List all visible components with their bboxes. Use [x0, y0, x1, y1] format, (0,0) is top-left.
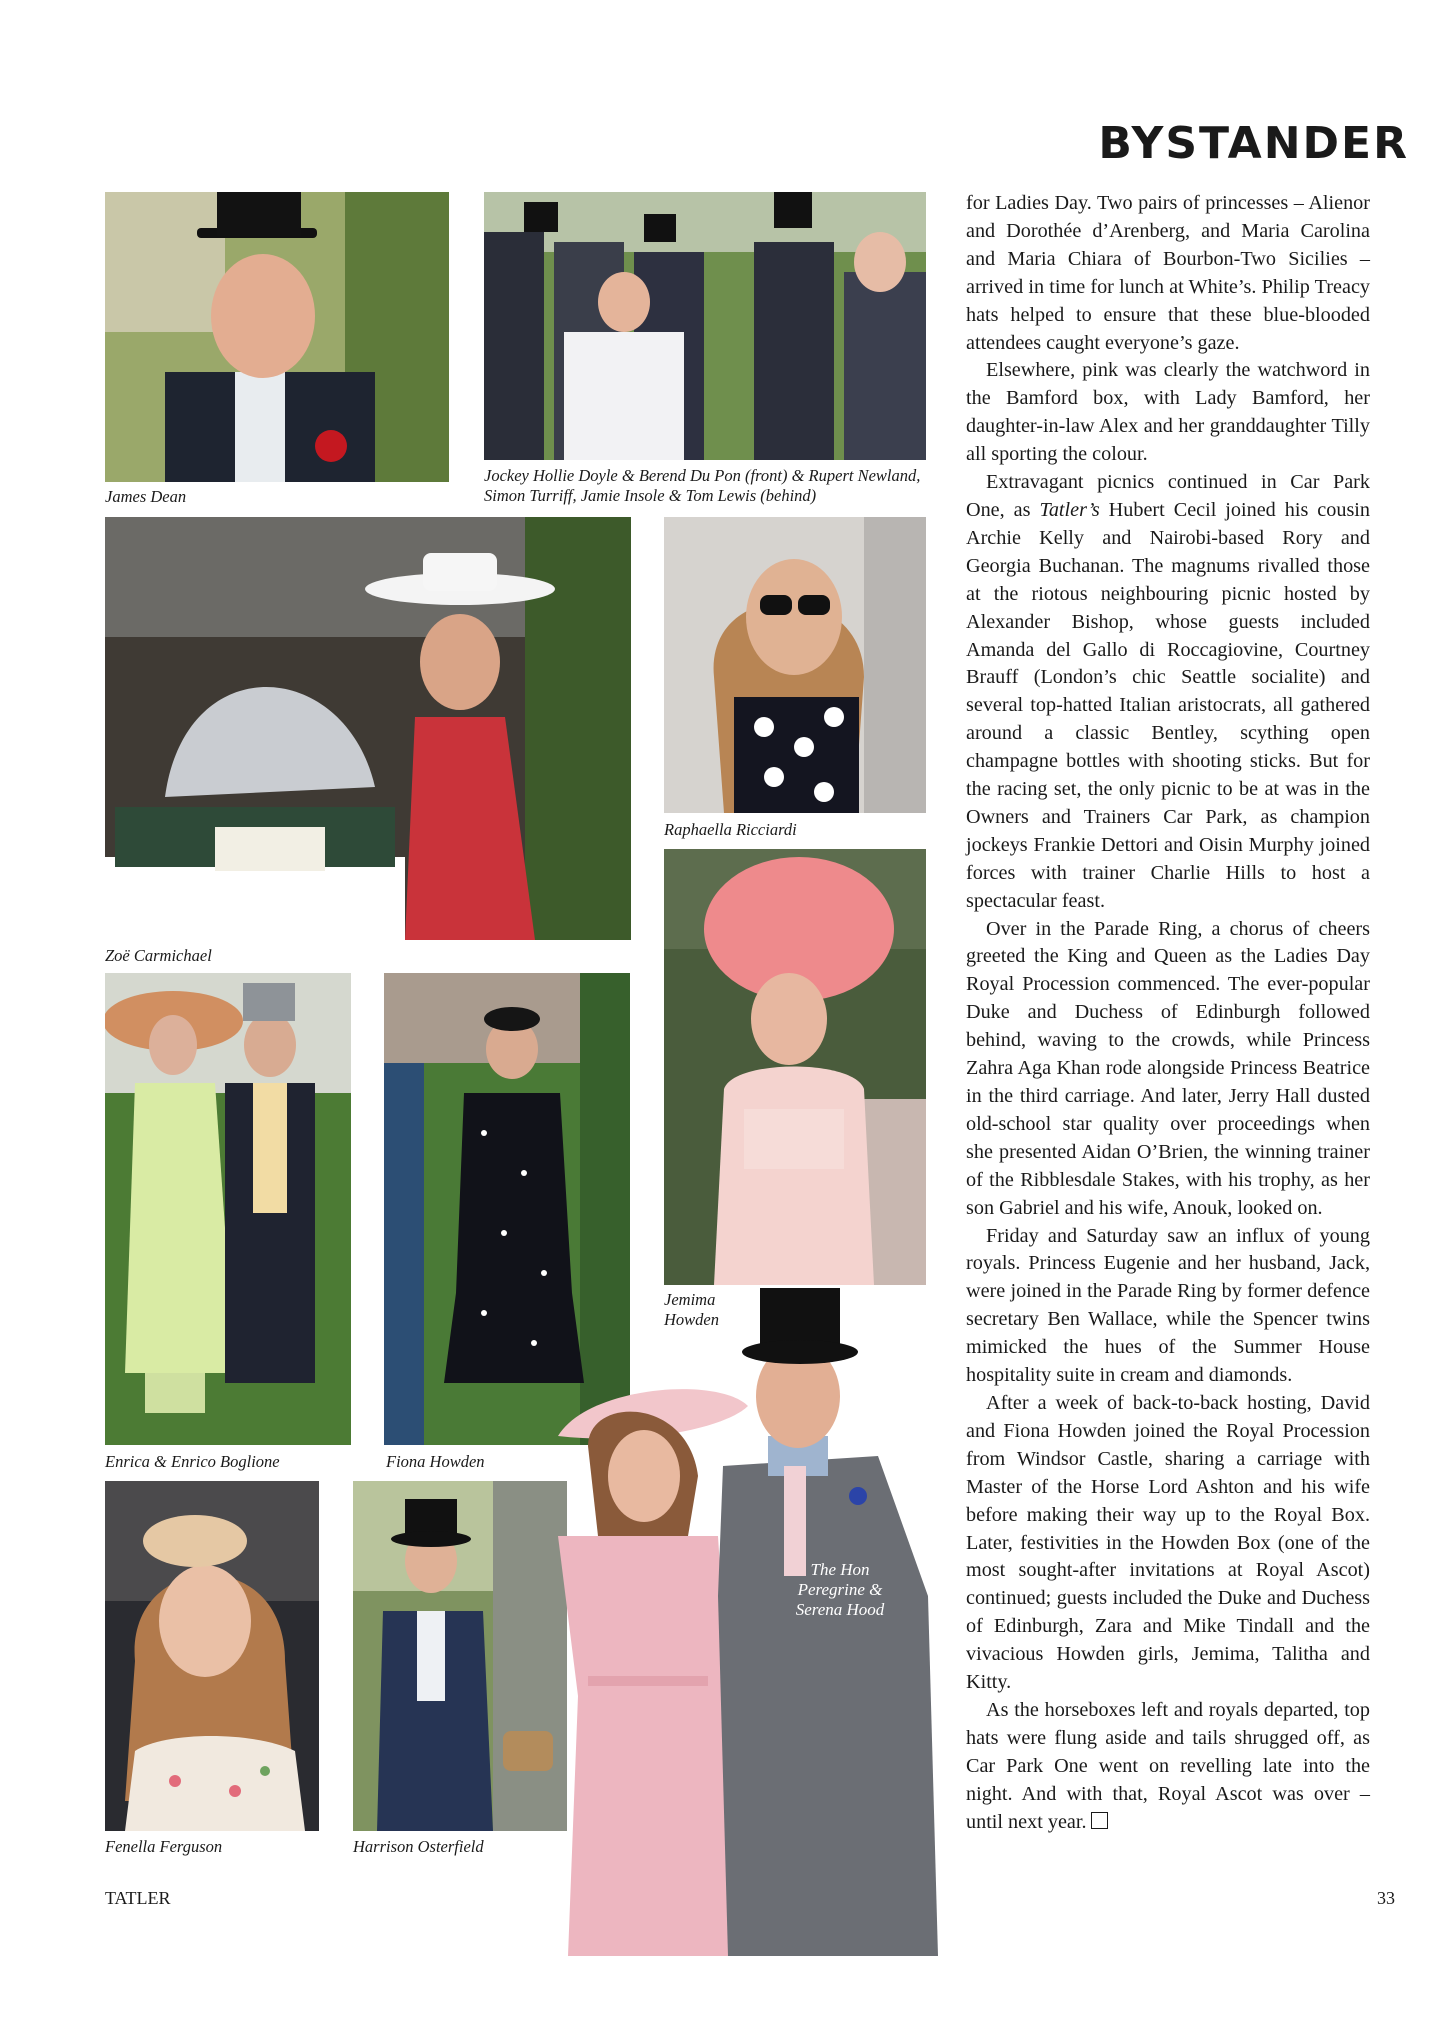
photo-raphaella-ricciardi: [664, 517, 926, 813]
caption-zoe: Zoë Carmichael: [105, 946, 212, 965]
paragraph-text: As the horseboxes left and royals departed, top hats were flung aside and tails shrugged off, as Car Park One went on revelling late into the night. And with that, Royal Ascot was over – until next year.: [966, 1698, 1370, 1833]
caption-james-dean: James Dean: [105, 487, 187, 506]
caption-hood: The Hon Peregrine & Serena Hood: [795, 1560, 885, 1619]
caption-raphaella: Raphaella Ricciardi: [664, 820, 797, 839]
photo-james-dean: [105, 192, 449, 482]
caption-harrison: Harrison Osterfield: [353, 1837, 484, 1856]
photo-boglione: [105, 973, 351, 1445]
footer-magazine: TATLER: [105, 1888, 171, 1908]
caption-jockeys: Jockey Hollie Doyle & Berend Du Pon (front) & Rupert Newland, Simon Turriff, Jamie Insole & Tom Lewis (behind): [484, 466, 921, 505]
paragraph-text: Extravagant picnics continued in Car Park One, as: [966, 471, 1370, 521]
photo-harrison-osterfield: [353, 1481, 567, 1831]
caption-jemima: Jemima Howden: [664, 1290, 719, 1329]
caption-fiona: Fiona Howden: [386, 1452, 485, 1471]
paragraph-last: [966, 1697, 1370, 1837]
photo-jemima-howden: [664, 849, 926, 1285]
magazine-name-italic: Tatler’s: [1039, 498, 1100, 521]
article-body: [966, 190, 1370, 1836]
photo-zoe-carmichael: [105, 517, 631, 940]
paragraph: [966, 469, 1370, 916]
paragraph: for Ladies Day. Two pairs of princesses – Alienor and Dorothée d’Arenberg, and Maria Carolina and Maria Chiara of Bourbon-Two Sicilies – arrived in time for lunch at White’s. Philip Treacy hats helped to ensure that these blue-blooded attendees caught everyone’s gaze.: [966, 192, 1370, 354]
caption-boglione: Enrica & Enrico Boglione: [105, 1452, 280, 1471]
paragraph-text: Hubert Cecil joined his cousin Archie Kelly and Nairobi-based Rory and Georgia Buchanan. The magnums rivalled those at the riotous neighbouring picnic hosted by Alexander Bishop, whose guests included Amanda del Gallo di Roccagiovine, Courtney Brauff (London’s chic Seattle socialite) and several top-hatted Italian aristocrats, all gathered around a classic Bentley, scything open champagne bottles with shooting sticks. But for the racing set, the only picnic to be at was in the Owners and Trainers Car Park, as champion jockeys Frankie Dettori and Oisin Murphy joined forces with trainer Charlie Hills to host a spectacular feast.: [966, 498, 1370, 912]
footer-page-number: 33: [1377, 1888, 1395, 1908]
paragraph: Over in the Parade Ring, a chorus of cheers greeted the King and Queen as the Ladies Day Royal Procession commenced. The ever-popular Duke and Duchess of Edinburgh followed behind, waving to the crowds, while Princess Zahra Aga Khan rode alongside Princess Beatrice in the third carriage. And later, Jerry Hall dusted old-school star quality over proceedings when she presented Aidan O’Brien, the winning trainer of the Ribblesdale Stakes, with his trophy, as her son Gabriel and his wife, Anouk, looked on.: [966, 917, 1370, 1219]
photo-jockeys: [484, 192, 926, 460]
paragraph: After a week of back-to-back hosting, David and Fiona Howden joined the Royal Procession from Windsor Castle, sharing a carriage with Master of the Horse Lord Ashton and his wife before making their way up to the Royal Box. Later, festivities in the Howden Box (one of the most sought-after invitations at Royal Ascot) continued; guests included the Duke and Duchess of Edinburgh, Zara and Mike Tindall and the vivacious Howden girls, Jemima, Talitha and Kitty.: [966, 1391, 1370, 1694]
end-mark-icon: [1091, 1812, 1108, 1829]
section-heading: BYSTANDER: [1098, 118, 1409, 169]
caption-fenella: Fenella Ferguson: [105, 1837, 223, 1856]
photo-fenella-ferguson: [105, 1481, 319, 1831]
paragraph: Elsewhere, pink was clearly the watchword in the Bamford box, with Lady Bamford, her daughter-in-law Alex and her granddaughter Tilly all sporting the colour.: [966, 359, 1370, 466]
paragraph: Friday and Saturday saw an influx of young royals. Princess Eugenie and her husband, Jack, were joined in the Parade Ring by former defence secretary Ben Wallace, while the Spencer twins mimicked the hues of the Summer House hospitality suite in cream and diamonds.: [966, 1224, 1370, 1387]
photo-hood-cutout: [548, 1276, 952, 1956]
